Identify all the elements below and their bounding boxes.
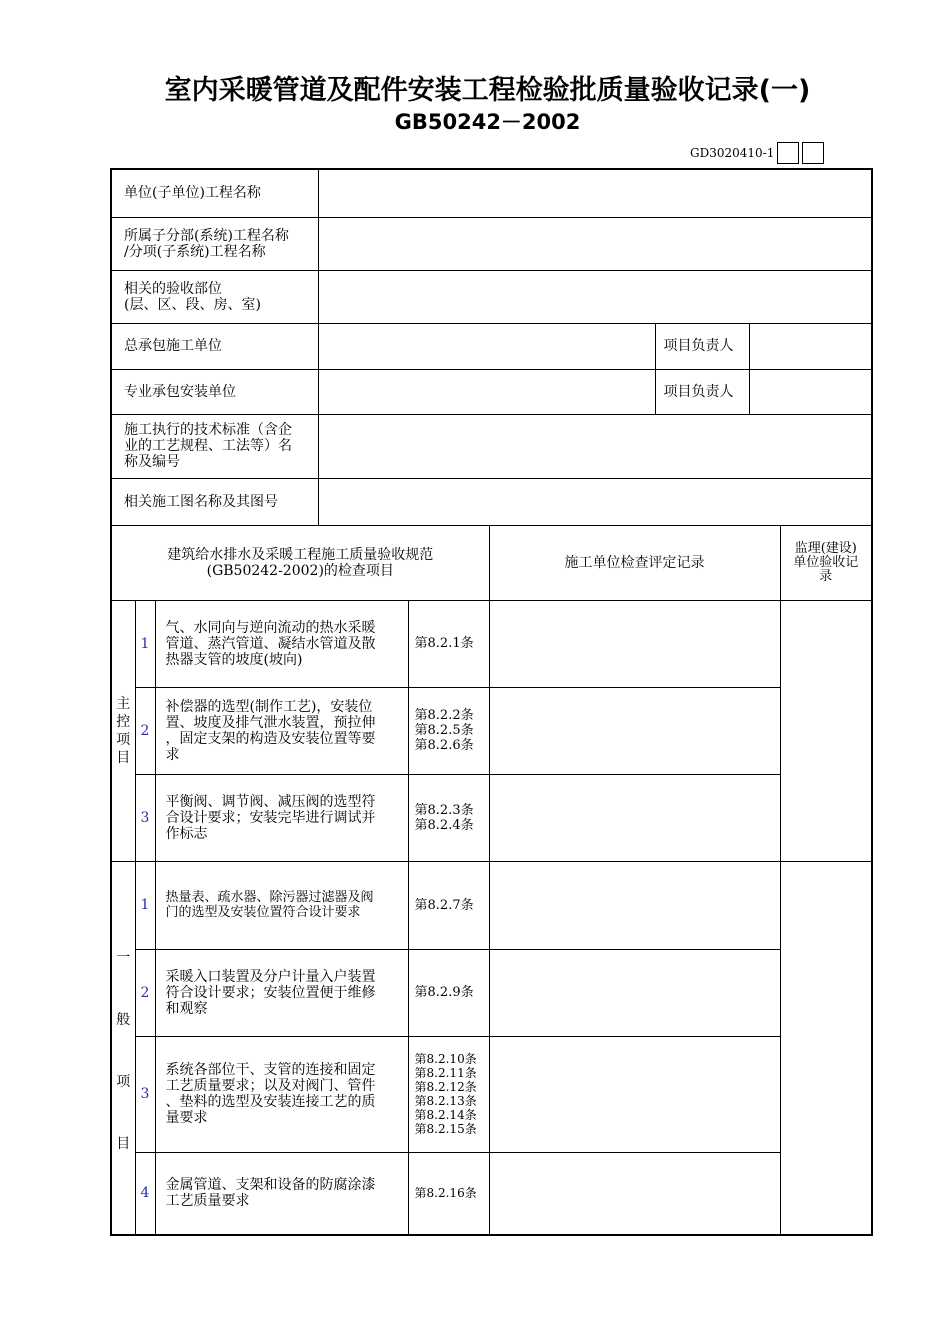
desc-line: 气、水同向与逆向流动的热水采暖 xyxy=(165,619,376,636)
standard-code: GB50242－2002 xyxy=(394,110,581,134)
location-label-line1: 相关的验收部位 xyxy=(124,280,222,297)
supervisor-record-cell-main[interactable] xyxy=(780,600,872,861)
general-item-row xyxy=(111,1036,872,1152)
clause-ref: 第8.2.13条 xyxy=(414,1094,477,1108)
project-manager-label-2: 项目负责人 xyxy=(655,369,749,414)
project-manager-label-1: 项目负责人 xyxy=(655,323,749,369)
general-label-char: 般 xyxy=(116,1011,131,1028)
location-label xyxy=(111,270,318,323)
clause-ref: 第8.2.15条 xyxy=(414,1122,477,1136)
item-description xyxy=(155,1152,408,1235)
desc-line: 系统各部位干、支管的连接和固定 xyxy=(165,1062,376,1078)
desc-line: 、垫料的选型及安装连接工艺的质 xyxy=(165,1094,376,1110)
clause-ref: 第8.2.3条 xyxy=(414,802,474,818)
general-section-label xyxy=(111,861,135,1235)
desc-line: 和观察 xyxy=(165,1000,208,1017)
main-label-char: 目 xyxy=(116,749,131,766)
supervisor-header-line1: 监理(建设) xyxy=(794,540,857,556)
contractor-record-cell[interactable] xyxy=(489,949,780,1036)
clause-ref: 第8.2.7条 xyxy=(414,897,474,913)
general-label-char: 目 xyxy=(116,1135,131,1152)
technical-standard-value[interactable] xyxy=(318,414,872,478)
specialty-contractor-label: 专业承包安装单位 xyxy=(111,369,318,414)
general-label-char: 一 xyxy=(116,949,131,966)
desc-line: 工艺质量要求；以及对阀门、管件 xyxy=(165,1078,376,1094)
clause-ref: 第8.2.4条 xyxy=(414,817,474,833)
technical-standard-label xyxy=(111,414,318,478)
clause-ref: 第8.2.16条 xyxy=(414,1186,477,1201)
general-item-row xyxy=(111,1152,872,1235)
item-description xyxy=(155,774,408,861)
item-number: 1 xyxy=(135,861,155,949)
item-clauses xyxy=(408,1152,489,1235)
clause-ref: 第8.2.10条 xyxy=(414,1052,477,1066)
clause-ref: 第8.2.5条 xyxy=(414,723,474,738)
form-code-box-1[interactable] xyxy=(777,142,799,164)
contractor-record-cell[interactable] xyxy=(489,861,780,949)
item-clauses xyxy=(408,774,489,861)
desc-line: 采暖入口装置及分户计量入户装置 xyxy=(165,968,376,985)
item-number: 3 xyxy=(135,774,155,861)
desc-line: 合设计要求；安装完毕进行调试并 xyxy=(165,809,376,826)
main-label-char: 主 xyxy=(116,695,131,712)
contractor-record-cell[interactable] xyxy=(489,1152,780,1235)
clause-ref: 第8.2.2条 xyxy=(414,708,474,723)
form-title: 室内采暖管道及配件安装工程检验批质量验收记录(一) xyxy=(164,75,811,106)
spec-items-header-line1: 建筑给水排水及采暖工程施工质量验收规范 xyxy=(167,546,434,563)
desc-line: 工艺质量要求 xyxy=(165,1193,250,1210)
item-description xyxy=(155,1036,408,1152)
main-label-char: 项 xyxy=(116,731,131,748)
contractor-record-cell[interactable] xyxy=(489,774,780,861)
project-manager-value-1[interactable] xyxy=(749,323,872,369)
item-number: 1 xyxy=(135,600,155,687)
main-label-char: 控 xyxy=(116,713,131,730)
general-contractor-label: 总承包施工单位 xyxy=(111,323,318,369)
project-manager-value-2[interactable] xyxy=(749,369,872,414)
general-item-row xyxy=(111,949,872,1036)
clause-ref: 第8.2.12条 xyxy=(414,1080,477,1094)
technical-standard-line1: 施工执行的技术标准（含企 xyxy=(124,422,292,438)
item-number: 2 xyxy=(135,949,155,1036)
desc-line: 金属管道、支架和设备的防腐涂漆 xyxy=(165,1177,376,1194)
sub-project-label xyxy=(111,217,318,270)
clause-ref: 第8.2.1条 xyxy=(414,636,474,651)
item-clauses xyxy=(408,949,489,1036)
desc-line: 平衡阀、调节阀、减压阀的选型符 xyxy=(165,793,376,810)
clause-ref: 第8.2.6条 xyxy=(414,738,474,753)
drawings-value[interactable] xyxy=(318,478,872,525)
item-clauses xyxy=(408,687,489,774)
item-clauses xyxy=(408,861,489,949)
desc-line: ，固定支架的构造及安装位置等要 xyxy=(165,730,376,747)
specialty-contractor-value[interactable] xyxy=(318,369,655,414)
location-label-line2: (层、区、段、房、室) xyxy=(124,296,261,313)
item-clauses xyxy=(408,1036,489,1152)
desc-line: 补偿器的选型(制作工艺)，安装位 xyxy=(165,698,373,715)
drawings-label: 相关施工图名称及其图号 xyxy=(111,478,318,525)
form-code-box-2[interactable] xyxy=(802,142,824,164)
item-description xyxy=(155,949,408,1036)
contractor-record-cell[interactable] xyxy=(489,1036,780,1152)
item-description xyxy=(155,861,408,949)
item-number: 3 xyxy=(135,1036,155,1152)
unit-project-label: 单位(子单位)工程名称 xyxy=(111,169,318,217)
spec-items-header-line2: (GB50242-2002)的检查项目 xyxy=(206,562,394,579)
contractor-record-header: 施工单位检查评定记录 xyxy=(489,525,780,600)
desc-line: 热器支管的坡度(坡向) xyxy=(165,651,303,668)
desc-line: 求 xyxy=(165,746,180,763)
supervisor-header-line2: 单位验收记 xyxy=(793,554,859,570)
item-number: 4 xyxy=(135,1152,155,1235)
clause-ref: 第8.2.11条 xyxy=(414,1066,477,1080)
clause-ref: 第8.2.14条 xyxy=(414,1108,477,1122)
desc-line: 置、坡度及排气泄水装置，预拉伸 xyxy=(165,714,376,731)
clause-ref: 第8.2.9条 xyxy=(414,985,474,1000)
supervisor-record-header xyxy=(780,525,872,600)
desc-line: 作标志 xyxy=(165,825,208,842)
general-item-row xyxy=(111,861,872,949)
general-contractor-value[interactable] xyxy=(318,323,655,369)
item-description xyxy=(155,600,408,687)
item-number: 2 xyxy=(135,687,155,774)
inspection-record-table xyxy=(110,168,873,1236)
sub-project-label-line1: 所属子分部(系统)工程名称 xyxy=(124,227,289,244)
form-code: GD3020410-1 xyxy=(690,146,775,160)
sub-project-value[interactable] xyxy=(318,217,872,270)
location-value[interactable] xyxy=(318,270,872,323)
unit-project-value[interactable] xyxy=(318,169,872,217)
desc-line: 管道、蒸汽管道、凝结水管道及散 xyxy=(165,635,376,652)
desc-line: 门的选型及安装位置符合设计要求 xyxy=(165,905,361,920)
desc-line: 量要求 xyxy=(165,1110,208,1126)
supervisor-header-line3: 录 xyxy=(819,568,833,584)
contractor-record-cell[interactable] xyxy=(489,600,780,687)
technical-standard-line2: 业的工艺规程、工法等）名 xyxy=(124,438,292,454)
main-item-row xyxy=(111,774,872,861)
main-section-label xyxy=(111,600,135,861)
general-label-char: 项 xyxy=(116,1073,131,1090)
item-clauses xyxy=(408,600,489,687)
technical-standard-line3: 称及编号 xyxy=(124,454,180,470)
sub-project-label-line2: /分项(子系统)工程名称 xyxy=(124,243,266,260)
desc-line: 符合设计要求；安装位置便于维修 xyxy=(165,984,376,1001)
supervisor-record-cell-general[interactable] xyxy=(780,861,872,1235)
desc-line: 热量表、疏水器、除污器过滤器及阀 xyxy=(165,890,374,905)
item-description xyxy=(155,687,408,774)
contractor-record-cell[interactable] xyxy=(489,687,780,774)
form-code-area xyxy=(690,142,824,164)
main-item-row xyxy=(111,600,872,687)
spec-items-header xyxy=(111,525,489,600)
main-item-row xyxy=(111,687,872,774)
